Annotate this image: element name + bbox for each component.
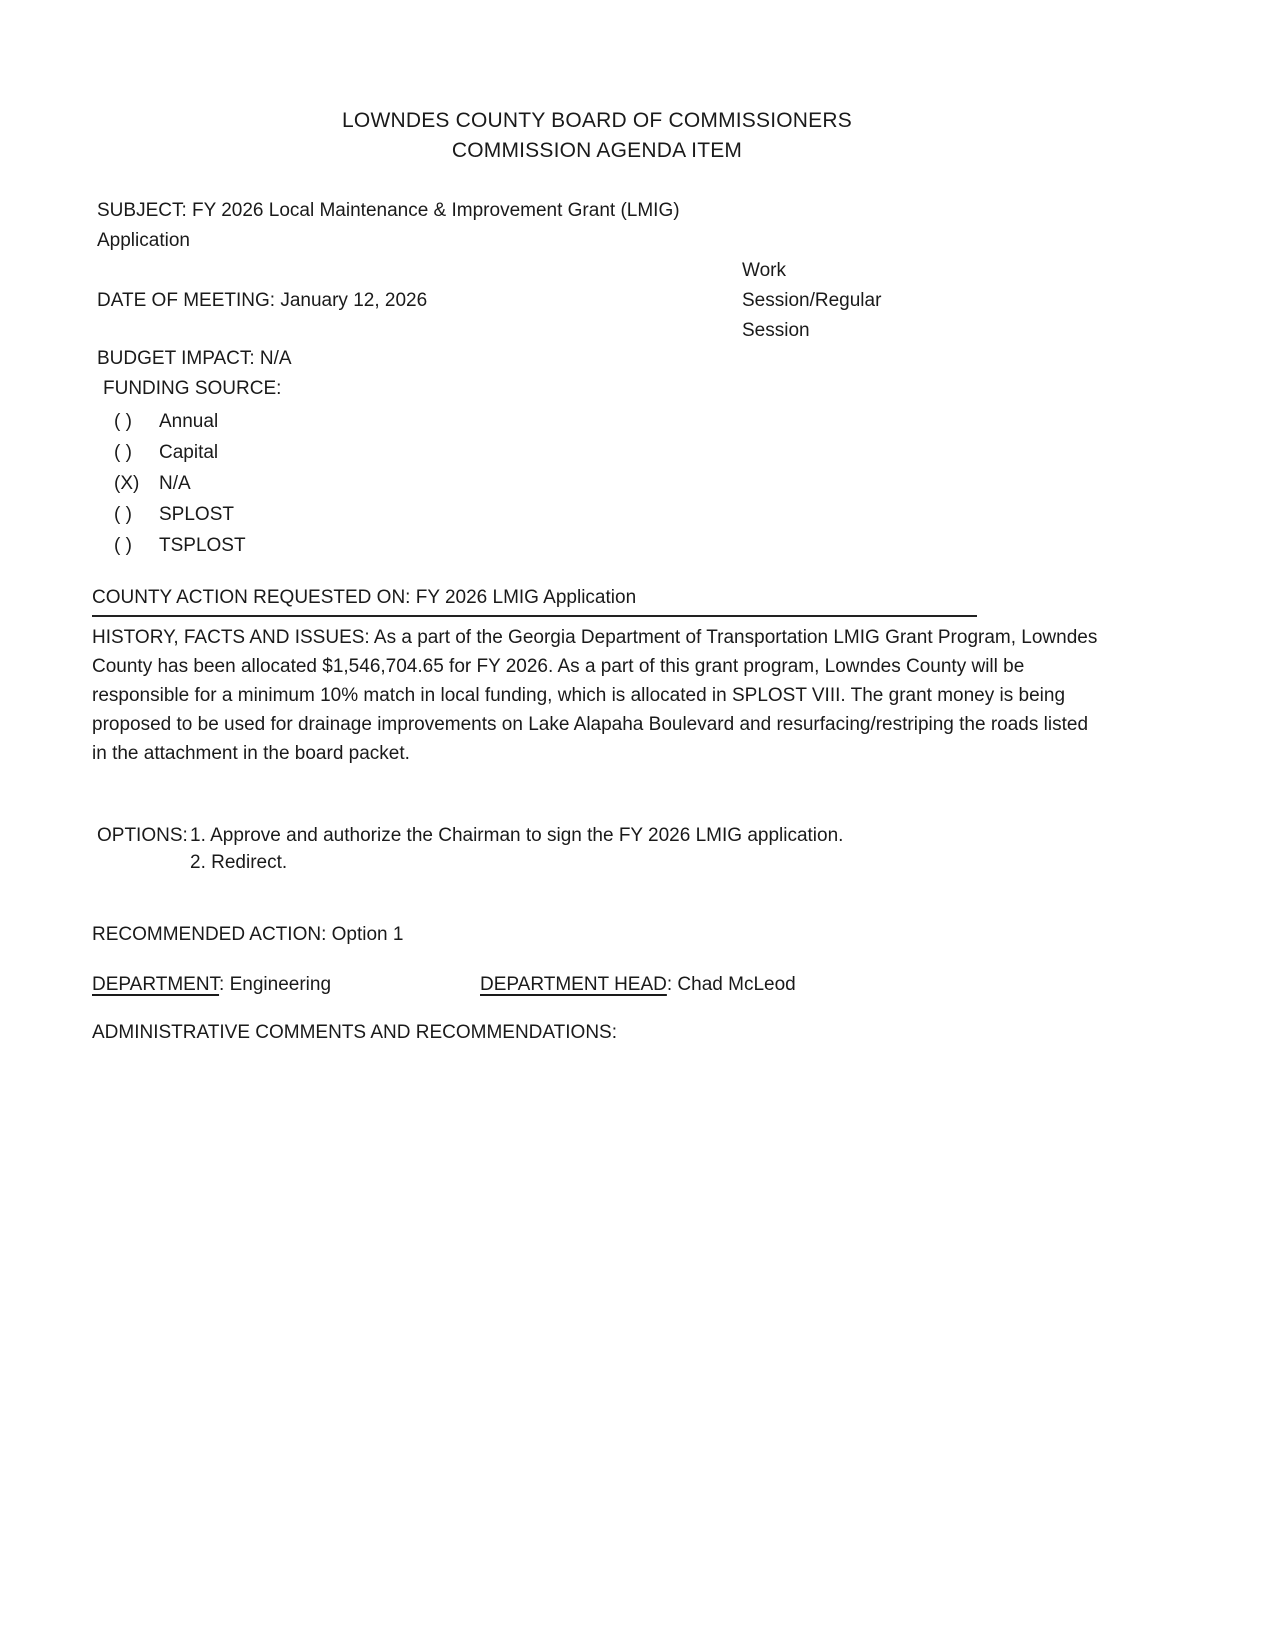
checkbox-mark-na: (X) — [114, 473, 140, 494]
checkbox-mark-capital: ( ) — [114, 442, 132, 463]
meeting-row — [92, 256, 1102, 341]
department-field — [92, 970, 480, 1000]
department-value: : Engineering — [219, 974, 332, 995]
funding-option-row — [92, 530, 1102, 561]
admin-comments-heading: ADMINISTRATIVE COMMENTS AND RECOMMENDATIONS: — [92, 1022, 617, 1043]
option-item-1: 1. Approve and authorize the Chairman to sign the FY 2026 LMIG application. — [190, 825, 844, 846]
department-head-field — [480, 970, 796, 1000]
checkbox-mark-splost: ( ) — [114, 504, 132, 525]
funding-source-label: FUNDING SOURCE: — [103, 378, 282, 399]
options-label: OPTIONS: — [97, 825, 188, 846]
funding-option-row — [92, 437, 1102, 468]
funding-option-label: N/A — [159, 473, 191, 494]
funding-option-label: SPLOST — [159, 504, 234, 525]
title-line-1: LOWNDES COUNTY BOARD OF COMMISSIONERS — [342, 109, 852, 132]
subject-text: SUBJECT: FY 2026 Local Maintenance & Improvement Grant (LMIG) Application — [97, 200, 680, 251]
checkbox-mark-tsplost: ( ) — [114, 535, 132, 556]
document-content — [92, 106, 1102, 1048]
funding-option-label: TSPLOST — [159, 535, 246, 556]
document-title — [92, 106, 1102, 166]
checkbox-mark-annual: ( ) — [114, 411, 132, 432]
funding-option-row — [92, 499, 1102, 530]
department-label: DEPARTMENT — [92, 974, 220, 995]
funding-option-label: Capital — [159, 442, 219, 463]
title-line-2: COMMISSION AGENDA ITEM — [451, 139, 743, 162]
options-list — [190, 822, 843, 876]
funding-option-row — [92, 406, 1102, 437]
history-paragraph: HISTORY, FACTS AND ISSUES: As a part of the Georgia Department of Transportation LMIG Grant Program, Lowndes County has been allocated $1,546,704.65 for FY 2026. As a part of this grant program, Lowndes County will be responsible for a minimum 10% match in local funding, which is allocated in SPLOST VIII. The grant money is being proposed to be used for drainage improvements on Lake Alapaha Boulevard and resurfacing/restriping the roads listed in the attachment in the board packet. — [92, 627, 1098, 764]
session-type-text: Work Session/Regular Session — [742, 260, 882, 341]
funding-option-label: Annual — [159, 411, 219, 432]
funding-option-row — [92, 468, 1102, 499]
county-action-heading: COUNTY ACTION REQUESTED ON: FY 2026 LMIG Application — [92, 583, 977, 617]
date-of-meeting-text: DATE OF MEETING: January 12, 2026 — [97, 290, 428, 311]
funding-options-list — [92, 406, 1102, 561]
department-head-label: DEPARTMENT HEAD — [480, 974, 667, 995]
department-row — [92, 970, 1102, 1000]
recommended-action-text: RECOMMENDED ACTION: Option 1 — [92, 924, 404, 945]
budget-impact-text: BUDGET IMPACT: N/A — [97, 348, 292, 369]
department-head-value: : Chad McLeod — [666, 974, 796, 995]
option-item-2: 2. Redirect. — [190, 852, 288, 873]
options-section — [92, 822, 1102, 876]
